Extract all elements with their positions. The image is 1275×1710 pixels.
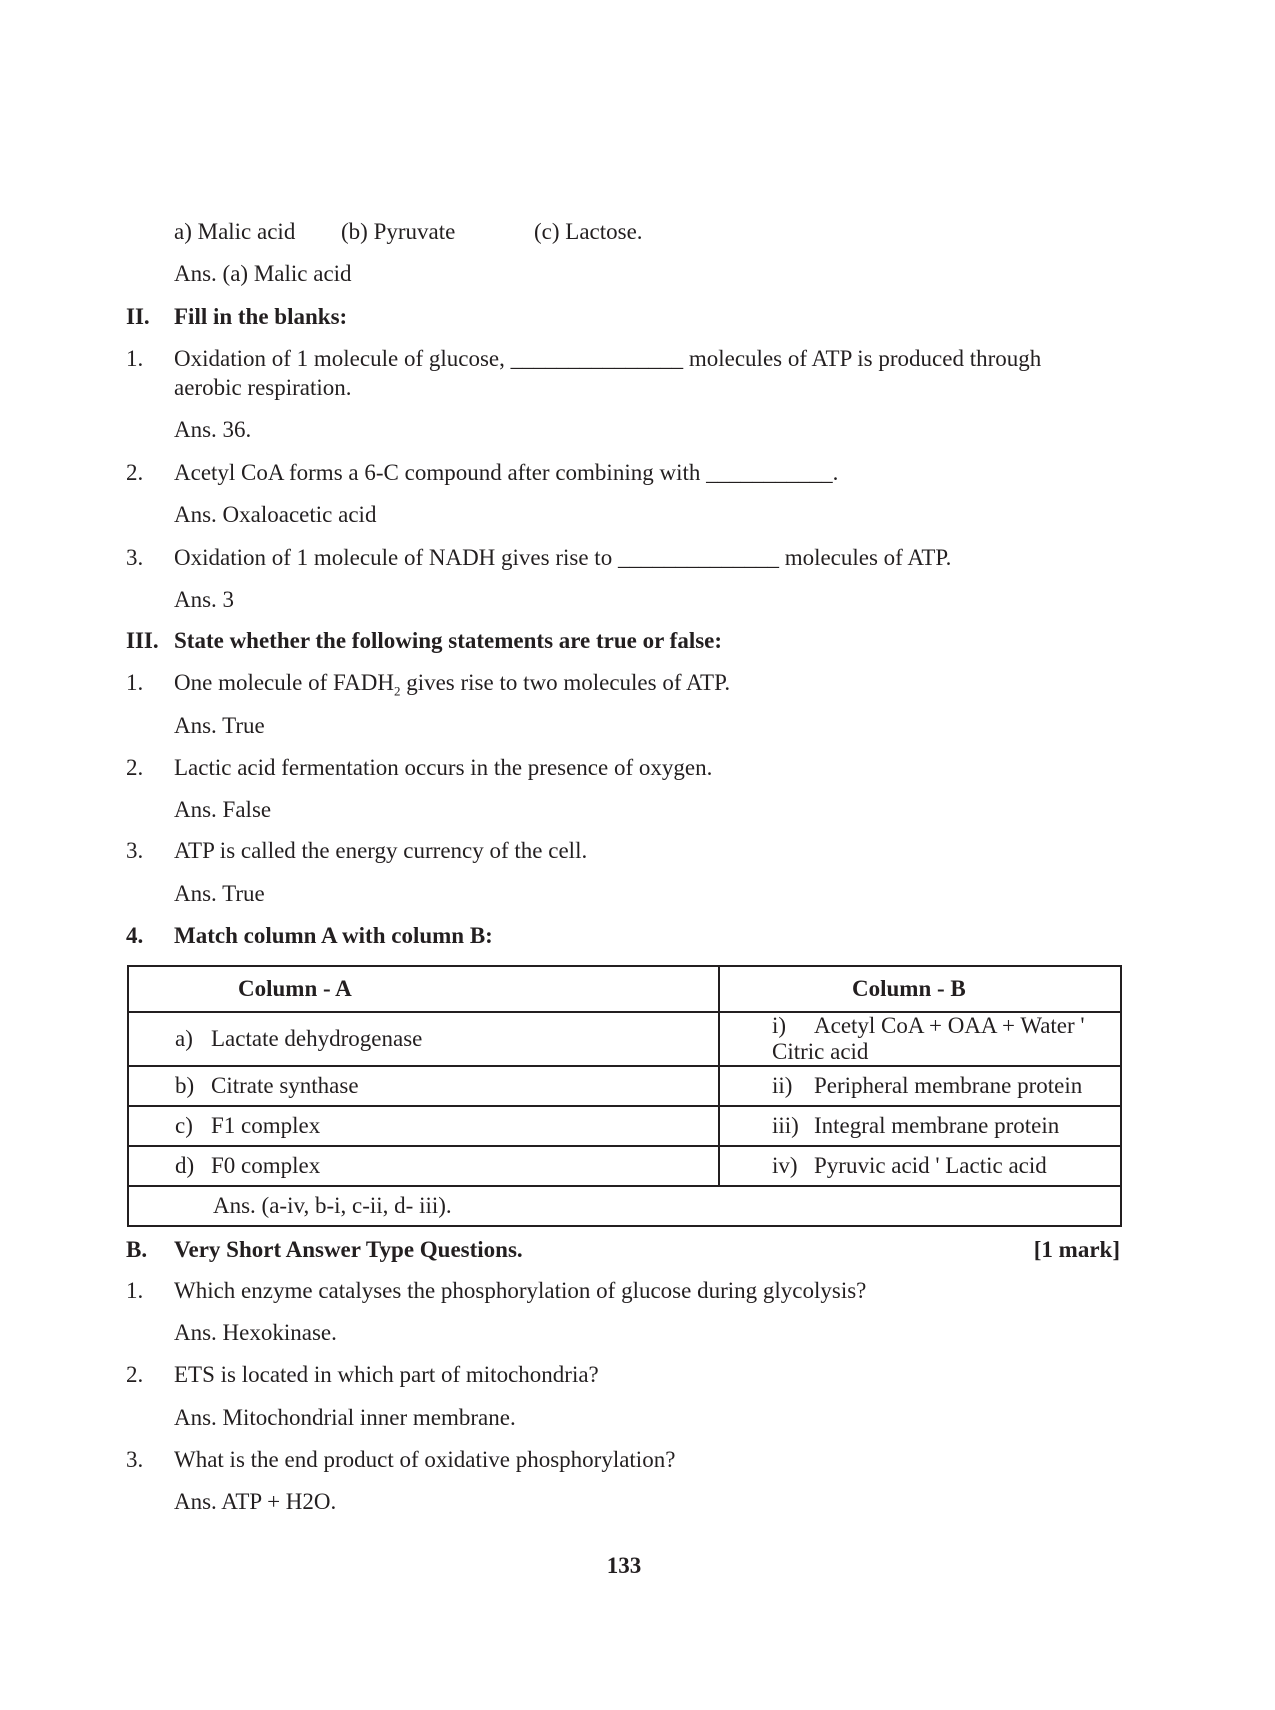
- row-label: iii): [772, 1113, 799, 1138]
- column-a-cell: [128, 1012, 719, 1066]
- cell-text: Peripheral membrane protein: [814, 1073, 1083, 1098]
- question-text: Acetyl CoA forms a 6-C compound after combining with ___________.: [174, 460, 839, 485]
- statement-part: gives rise to two molecules of ATP.: [400, 670, 731, 695]
- cell-text: Pyruvic acid ' Lactic acid: [814, 1153, 1047, 1178]
- section-heading: Very Short Answer Type Questions.: [174, 1237, 523, 1262]
- column-a-cell: [128, 1106, 719, 1146]
- statement-part: One molecule of FADH: [174, 670, 394, 695]
- table-row: [128, 1066, 1121, 1106]
- answer: Ans. True: [174, 713, 265, 738]
- section-number: III.: [126, 628, 159, 653]
- answer: Ans. (a) Malic acid: [174, 261, 352, 286]
- cell-text: F1 complex: [211, 1113, 321, 1138]
- column-b-cell: [719, 1012, 1121, 1066]
- column-a-cell: [128, 1066, 719, 1106]
- row-label: ii): [772, 1073, 793, 1098]
- table-row: [128, 1106, 1121, 1146]
- statement-text: ATP is called the energy currency of the cell.: [174, 838, 588, 863]
- option-c: (c) Lactose.: [534, 219, 643, 244]
- marks-label: [1 mark]: [1033, 1237, 1120, 1262]
- statement-text: [174, 670, 730, 705]
- item-number: 3.: [126, 838, 144, 863]
- column-b-cell: [719, 1146, 1121, 1186]
- column-a-cell: [128, 1146, 719, 1186]
- table-row: [128, 1146, 1121, 1186]
- section-number: B.: [126, 1237, 148, 1262]
- option-b: (b) Pyruvate: [341, 219, 456, 244]
- column-b-cell: [719, 1066, 1121, 1106]
- question-text: Oxidation of 1 molecule of glucose, _______________ molecules of ATP is produced through: [174, 346, 1042, 371]
- row-label: i): [772, 1013, 787, 1038]
- table-row: [128, 1012, 1121, 1066]
- section-heading: Match column A with column B:: [174, 923, 493, 948]
- cell-text: Citrate synthase: [211, 1073, 359, 1098]
- statement-text: Lactic acid fermentation occurs in the presence of oxygen.: [174, 755, 713, 780]
- column-b-cell: [719, 1106, 1121, 1146]
- answer: Ans. 3: [174, 587, 235, 612]
- cell-text: Lactate dehydrogenase: [211, 1026, 423, 1051]
- cell-text: Integral membrane protein: [814, 1113, 1060, 1138]
- item-number: 1.: [126, 670, 144, 695]
- section-number: II.: [126, 304, 150, 329]
- section-heading: Fill in the blanks:: [174, 304, 348, 329]
- column-a-header: Column - A: [128, 966, 719, 1012]
- answer: Ans. False: [174, 797, 272, 822]
- item-number: 2.: [126, 460, 144, 485]
- item-number: 3.: [126, 1447, 144, 1472]
- item-number: 2.: [126, 755, 144, 780]
- table-answer-row: [128, 1186, 1121, 1226]
- cell-text: F0 complex: [211, 1153, 321, 1178]
- row-label: iv): [772, 1153, 798, 1178]
- answer: Ans. True: [174, 881, 265, 906]
- answer: Ans. 36.: [174, 417, 252, 442]
- match-table: [127, 965, 1122, 1227]
- option-a: a) Malic acid: [174, 219, 296, 244]
- row-label: c): [175, 1113, 193, 1138]
- page-number: 133: [606, 1553, 642, 1578]
- cell-text: Acetyl CoA + OAA + Water ' Citric acid: [772, 1013, 1085, 1064]
- answer: Ans. Mitochondrial inner membrane.: [174, 1405, 516, 1430]
- item-number: 1.: [126, 1278, 144, 1303]
- answer: Ans. Hexokinase.: [174, 1320, 337, 1345]
- item-number: 2.: [126, 1362, 144, 1387]
- row-label: a): [175, 1026, 193, 1051]
- column-b-header: Column - B: [719, 966, 1121, 1012]
- row-label: b): [175, 1073, 195, 1098]
- question-text-cont: aerobic respiration.: [174, 375, 352, 400]
- section-heading: State whether the following statements are true or false:: [174, 628, 723, 653]
- question-text: Oxidation of 1 molecule of NADH gives rise to ______________ molecules of ATP.: [174, 545, 952, 570]
- table-header-row: [128, 966, 1121, 1012]
- row-label: d): [175, 1153, 195, 1178]
- question-text: Which enzyme catalyses the phosphorylation of glucose during glycolysis?: [174, 1278, 867, 1303]
- answer: Ans. Oxaloacetic acid: [174, 502, 377, 527]
- subscript: 2: [393, 683, 401, 699]
- match-answer: Ans. (a-iv, b-i, c-ii, d- iii).: [128, 1186, 1121, 1226]
- section-number: 4.: [126, 923, 144, 948]
- item-number: 3.: [126, 545, 144, 570]
- item-number: 1.: [126, 346, 144, 371]
- question-text: What is the end product of oxidative phosphorylation?: [174, 1447, 676, 1472]
- question-text: ETS is located in which part of mitochondria?: [174, 1362, 599, 1387]
- answer: Ans. ATP + H2O.: [174, 1489, 337, 1514]
